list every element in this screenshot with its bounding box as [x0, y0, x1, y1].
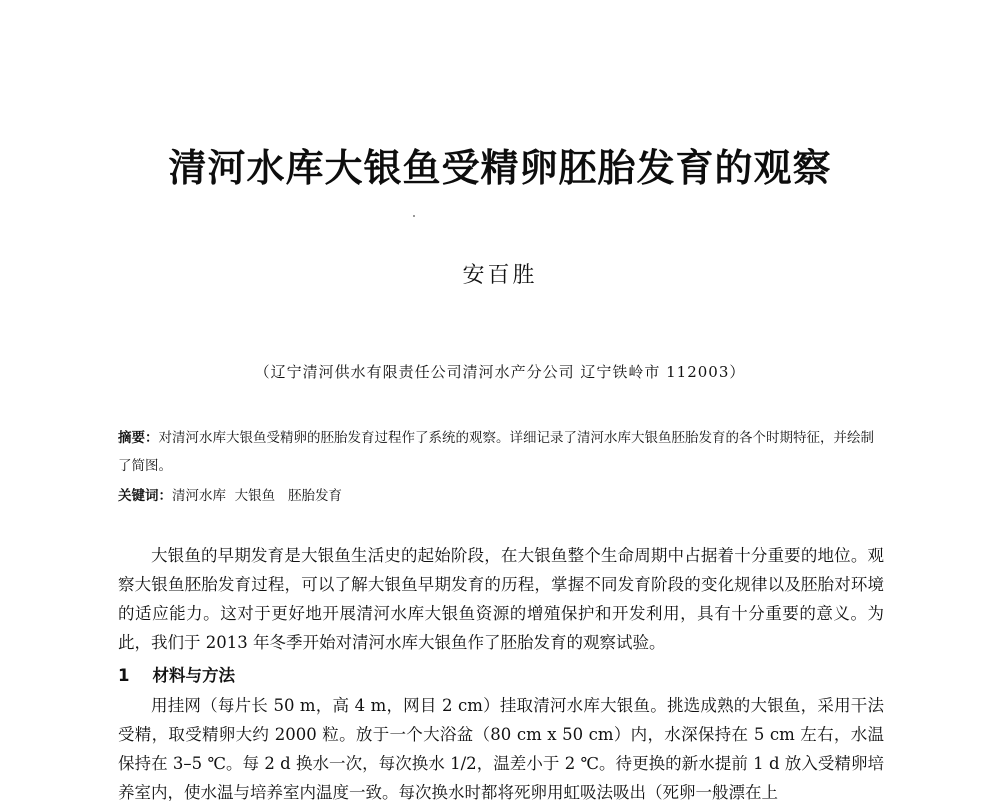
author-affiliation: （辽宁清河供水有限责任公司清河水产分公司 辽宁铁岭市 112003）	[254, 363, 746, 381]
author-name: 安百胜	[462, 263, 538, 288]
keywords-text: 清河水库 大银鱼 胚胎发育	[172, 488, 342, 504]
methods-paragraph: 用挂网（每片长 50 m，高 4 m，网目 2 cm）挂取清河水库大银鱼。挑选成熟的大银鱼，采用干法受精，取受精卵大约 2000 粒。放于一个大浴盆（80 cm x 50 cm）内，水深保持在 5 cm 左右，水温保持在 3–5 ℃。每 2 d 换水一次，每次换水 1/2，温差小于 2 ℃。待更换的新水提前 1 d 放入受精卵培养室内，使水温与培养室内温度一致。每次换水时都将死卵用虹吸法吸出（死卵一般漂在上	[118, 696, 884, 801]
abstract-label: 摘要：	[118, 430, 159, 446]
section-heading: 1 材料与方法	[118, 666, 235, 685]
abstract-text: 对清河水库大银鱼受精卵的胚胎发育过程作了系统的观察。详细记录了清河水库大银鱼胚胎发育的各个时期特征，并绘制了简图。	[118, 430, 874, 474]
abstract	[118, 424, 884, 480]
paper-title: 清河水库大银鱼受精卵胚胎发育的观察	[168, 146, 832, 190]
scan-speck	[413, 215, 415, 217]
intro-paragraph: 大银鱼的早期发育是大银鱼生活史的起始阶段，在大银鱼整个生命周期中占据着十分重要的地位。观察大银鱼胚胎发育过程，可以了解大银鱼早期发育的历程，掌握不同发育阶段的变化规律以及胚胎对环境的适应能力。这对于更好地开展清河水库大银鱼资源的增殖保护和开发利用，具有十分重要的意义。为此，我们于 2013 年冬季开始对清河水库大银鱼作了胚胎发育的观察试验。	[118, 546, 884, 652]
keywords-label: 关键词：	[118, 488, 172, 504]
keywords	[118, 482, 884, 510]
